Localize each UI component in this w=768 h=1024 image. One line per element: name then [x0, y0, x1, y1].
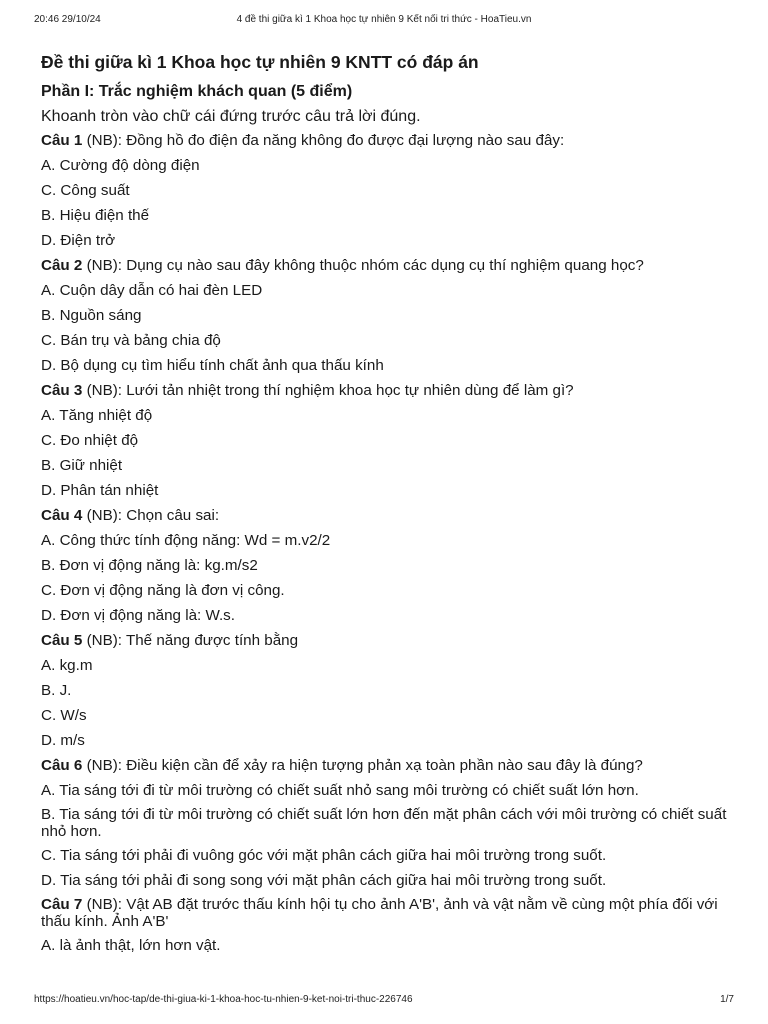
- question-4: [41, 506, 728, 526]
- answer-option: B. Hiệu điện thế: [41, 207, 150, 224]
- document-title: Đề thi giữa kì 1 Khoa học tự nhiên 9 KNTT có đáp án: [41, 52, 479, 72]
- answer-option: A. Tăng nhiệt độ: [41, 407, 153, 424]
- answer-option: B. Giữ nhiệt: [41, 457, 123, 474]
- question-text: (NB): Chọn câu sai:: [82, 507, 220, 524]
- print-footer: [34, 994, 734, 1008]
- question-text: (NB): Vật AB đặt trước thấu kính hội tụ cho ảnh A'B', ảnh và vật nằm về cùng một phía đối với thấu kính. Ảnh A'B': [41, 896, 718, 930]
- answer-option: A. Tia sáng tới đi từ môi trường có chiết suất nhỏ sang môi trường có chiết suất lớn hơn.: [41, 782, 639, 799]
- question-text: (NB): Điều kiện cần để xảy ra hiện tượng phản xạ toàn phần nào sau đây là đúng?: [82, 757, 643, 774]
- answer-option: B. Nguồn sáng: [41, 307, 142, 324]
- question-text: (NB): Dụng cụ nào sau đây không thuộc nhóm các dụng cụ thí nghiệm quang học?: [82, 257, 644, 274]
- document-content: [41, 50, 728, 961]
- answer-option: C. Đo nhiệt độ: [41, 432, 139, 449]
- header-page-title: 4 đề thi giữa kì 1 Khoa học tự nhiên 9 Kết nối tri thức - HoaTieu.vn: [236, 14, 532, 25]
- answer-option: B. Đơn vị động năng là: kg.m/s2: [41, 557, 258, 574]
- page-number: 1/7: [720, 994, 734, 1005]
- answer-option: A. Cường độ dòng điện: [41, 157, 200, 174]
- footer-url: https://hoatieu.vn/hoc-tap/de-thi-giua-ki-1-khoa-hoc-tu-nhien-9-ket-noi-tri-thuc-226746: [34, 994, 413, 1005]
- question-7: [41, 896, 728, 930]
- answer-option: C. Tia sáng tới phải đi vuông góc với mặt phân cách giữa hai môi trường trong suốt.: [41, 847, 607, 864]
- answer-option: A. là ảnh thật, lớn hơn vật.: [41, 937, 221, 954]
- question-1: [41, 131, 728, 151]
- question-label: Câu 1: [41, 132, 83, 149]
- question-label: Câu 2: [41, 257, 83, 274]
- section-title: Phần I: Trắc nghiệm khách quan (5 điểm): [41, 83, 353, 100]
- answer-option: D. Điện trở: [41, 232, 116, 249]
- answer-option: C. Công suất: [41, 182, 130, 199]
- question-2: [41, 256, 728, 276]
- answer-option: B. J.: [41, 682, 72, 699]
- answer-option: C. Bán trụ và bảng chia độ: [41, 332, 221, 349]
- answer-option: D. m/s: [41, 732, 85, 749]
- question-5: [41, 631, 728, 651]
- answer-option: B. Tia sáng tới đi từ môi trường có chiết suất lớn hơn đến mặt phân cách với môi trường có chiết suất nhỏ hơn.: [41, 806, 727, 840]
- question-label: Câu 4: [41, 507, 83, 524]
- answer-option: D. Tia sáng tới phải đi song song với mặt phân cách giữa hai môi trường trong suốt.: [41, 872, 607, 889]
- answer-option: A. Cuộn dây dẫn có hai đèn LED: [41, 282, 263, 299]
- question-label: Câu 6: [41, 757, 83, 774]
- question-text: (NB): Lưới tản nhiệt trong thí nghiệm khoa học tự nhiên dùng để làm gì?: [82, 382, 574, 399]
- answer-option: D. Bộ dụng cụ tìm hiểu tính chất ảnh qua thấu kính: [41, 357, 384, 374]
- answer-option: A. kg.m: [41, 657, 93, 674]
- answer-option: C. W/s: [41, 707, 87, 724]
- question-3: [41, 381, 728, 401]
- question-label: Câu 7: [41, 896, 83, 913]
- question-label: Câu 5: [41, 632, 83, 649]
- question-text: (NB): Thế năng được tính bằng: [82, 632, 299, 649]
- answer-option: D. Đơn vị động năng là: W.s.: [41, 607, 235, 624]
- header-datetime: 20:46 29/10/24: [34, 14, 101, 25]
- answer-option: D. Phân tán nhiệt: [41, 482, 159, 499]
- question-6: [41, 756, 728, 776]
- question-text: (NB): Đồng hồ đo điện đa năng không đo được đại lượng nào sau đây:: [82, 132, 565, 149]
- question-label: Câu 3: [41, 382, 83, 399]
- print-header: [34, 14, 734, 30]
- answer-option: A. Công thức tính động năng: Wd = m.v2/2: [41, 532, 331, 549]
- instruction-text: Khoanh tròn vào chữ cái đứng trước câu trả lời đúng.: [41, 108, 421, 125]
- answer-option: C. Đơn vị động năng là đơn vị công.: [41, 582, 285, 599]
